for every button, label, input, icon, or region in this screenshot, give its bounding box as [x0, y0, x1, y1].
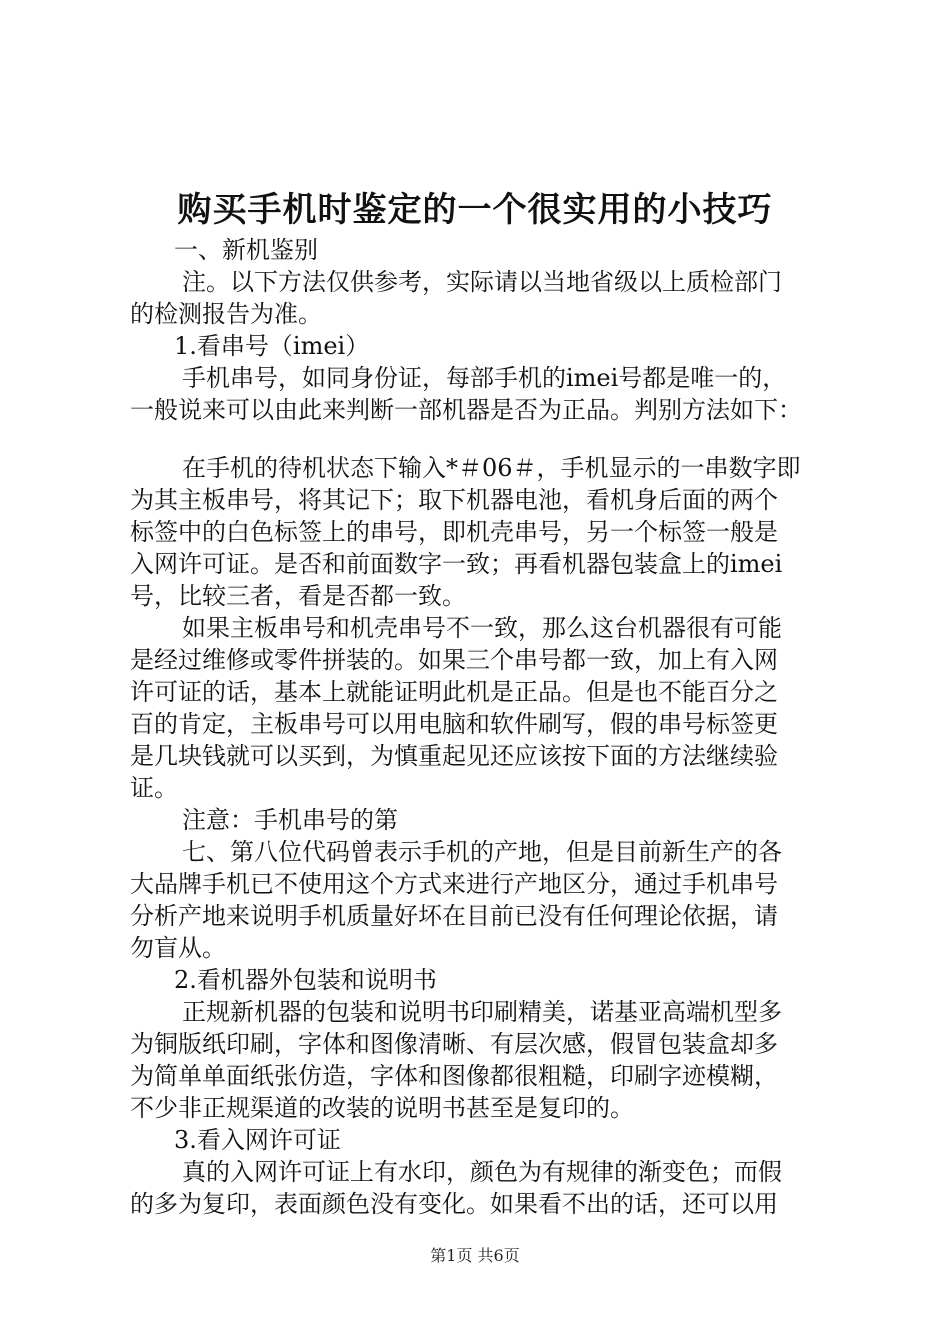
- paragraph-line: 是几块钱就可以买到，为慎重起见还应该按下面的方法继续验: [130, 742, 778, 770]
- paragraph-line: 正规新机器的包装和说明书印刷精美，诺基亚高端机型多: [182, 998, 782, 1026]
- paragraph-line: 一般说来可以由此来判断一部机器是否为正品。判别方法如下：: [130, 396, 802, 424]
- section-heading: 一、新机鉴别: [174, 236, 318, 264]
- document-body: [130, 234, 830, 1220]
- paragraph-line: 的多为复印，表面颜色没有变化。如果看不出的话，还可以用: [130, 1190, 778, 1218]
- paragraph-line: 不少非正规渠道的改装的说明书甚至是复印的。: [130, 1094, 634, 1122]
- paragraph-line: 百的肯定，主板串号可以用电脑和软件刷写，假的串号标签更: [130, 710, 778, 738]
- subsection-heading: 1.看串号（imei）: [174, 332, 370, 360]
- document-title: 购买手机时鉴定的一个很实用的小技巧: [177, 190, 773, 230]
- paragraph-line: 是经过维修或零件拼装的。如果三个串号都一致，加上有入网: [130, 646, 778, 674]
- paragraph-line: 标签中的白色标签上的串号，即机壳串号，另一个标签一般是: [130, 518, 778, 546]
- paragraph-gap: [130, 426, 830, 452]
- paragraph-line: 真的入网许可证上有水印，颜色为有规律的渐变色；而假: [182, 1158, 782, 1186]
- paragraph-line: 分析产地来说明手机质量好坏在目前已没有任何理论依据，请: [130, 902, 778, 930]
- paragraph-line: 大品牌手机已不使用这个方式来进行产地区分，通过手机串号: [130, 870, 778, 898]
- paragraph-line: 为铜版纸印刷，字体和图像清晰、有层次感，假冒包装盒却多: [130, 1030, 778, 1058]
- paragraph-line: 证。: [130, 774, 178, 802]
- paragraph-line: 手机串号，如同身份证，每部手机的imei号都是唯一的，: [182, 364, 787, 392]
- paragraph-line: 号，比较三者，看是否都一致。: [130, 582, 466, 610]
- subsection-heading: 3.看入网许可证: [174, 1126, 341, 1154]
- paragraph-line: 在手机的待机状态下输入*＃06＃，手机显示的一串数字即: [182, 454, 801, 482]
- page-number-footer: 第1页 共6页: [430, 1246, 520, 1265]
- paragraph-line: 注。以下方法仅供参考，实际请以当地省级以上质检部门: [182, 268, 782, 296]
- paragraph-line: 注意：手机串号的第: [182, 806, 398, 834]
- paragraph-line: 的检测报告为准。: [130, 300, 322, 328]
- paragraph-line: 为简单单面纸张仿造，字体和图像都很粗糙，印刷字迹模糊，: [130, 1062, 778, 1090]
- paragraph-line: 许可证的话，基本上就能证明此机是正品。但是也不能百分之: [130, 678, 778, 706]
- subsection-heading: 2.看机器外包装和说明书: [174, 966, 437, 994]
- paragraph-line: 七、第八位代码曾表示手机的产地，但是目前新生产的各: [182, 838, 782, 866]
- paragraph-line: 为其主板串号，将其记下；取下机器电池，看机身后面的两个: [130, 486, 778, 514]
- paragraph-line: 入网许可证。是否和前面数字一致；再看机器包装盒上的imei: [130, 550, 783, 578]
- paragraph-line: 勿盲从。: [130, 934, 226, 962]
- paragraph-line: 如果主板串号和机壳串号不一致，那么这台机器很有可能: [182, 614, 782, 642]
